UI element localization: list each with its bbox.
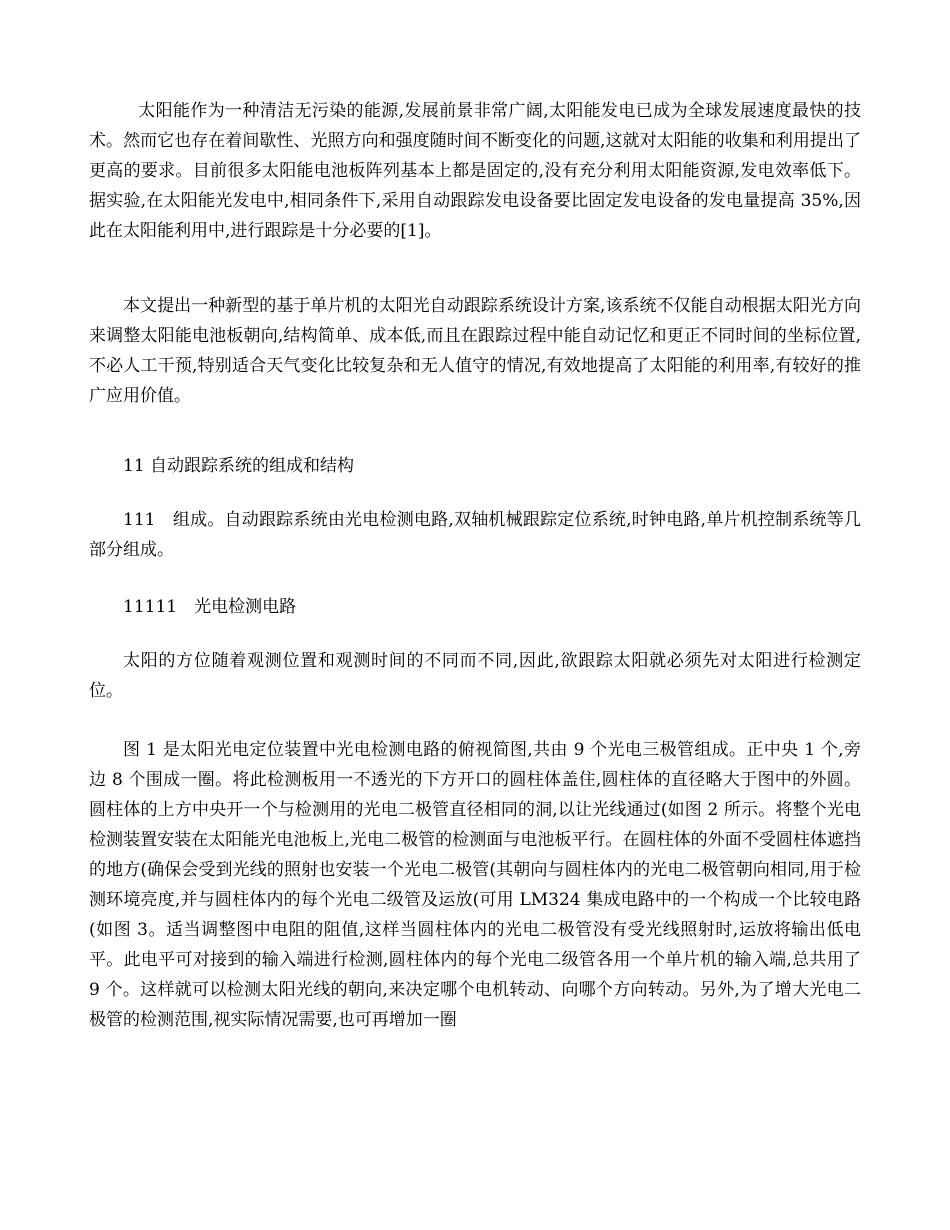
section-heading: 11 自动跟踪系统的组成和结构 [123, 456, 355, 476]
composition-paragraph: 111 组成。自动跟踪系统由光电检测电路,双轴机械跟踪定位系统,时钟电路,单片机控制系统等几部分组成。 [89, 510, 861, 560]
proposal-paragraph: 本文提出一种新型的基于单片机的太阳光自动跟踪系统设计方案,该系统不仅能自动根据太阳光方向来调整太阳能电池板朝向,结构简单、成本低,而且在跟踪过程中能自动记忆和更正不同时间的坐标位置,不必人工干预,特别适合天气变化比较复杂和无人值守的情况,有效地提高了太阳能的利用率,有较好的推广应用价值。 [89, 296, 861, 406]
intro-paragraph: 太阳能作为一种清洁无污染的能源,发展前景非常广阔,太阳能发电已成为全球发展速度最快的技术。然而它也存在着间歇性、光照方向和强度随时间不断变化的问题,这就对太阳能的收集和利用提出了更高的要求。目前很多太阳能电池板阵列基本上都是固定的,没有充分利用太阳能资源,发电效率低下。据实验,在太阳能光发电中,相同条件下,采用自动跟踪发电设备要比固定发电设备的发电量提高 35%,因此在太阳能利用中,进行跟踪是十分必要的[1]。 [89, 101, 861, 241]
detection-circuit-paragraph: 图 1 是太阳光电定位装置中光电检测电路的俯视简图,共由 9 个光电三极管组成。正中央 1 个,旁边 8 个围成一圈。将此检测板用一不透光的下方开口的圆柱体盖住,圆柱体的直径略大于图中的外圆。圆柱体的上方中央开一个与检测用的光电二极管直径相同的洞,以让光线通过(如图 2 所示。将整个光电检测装置安装在太阳能光电池板上,光电二极管的检测面与电池板平行。在圆柱体的外面不受圆柱体遮挡的地方(确保会受到光线的照射也安装一个光电二极管(其朝向与圆柱体内的光电二极管朝向相同,用于检测环境亮度,并与圆柱体内的每个光电二级管及运放(可用 LM324 集成电路中的一个构成一个比较电路(如图 3。适当调整图中电阻的阻值,这样当圆柱体内的光电二极管没有受光线照射时,运放将输出低电平。此电平可对接到的输入端进行检测,圆柱体内的每个光电二级管各用一个单片机的输入端,总共用了 9 个。这样就可以检测太阳光线的朝向,来决定哪个电机转动、向哪个方向转动。另外,为了增大光电二极管的检测范围,视实际情况需要,也可再增加一圈 [89, 740, 861, 1030]
sun-position-paragraph: 太阳的方位随着观测位置和观测时间的不同而不同,因此,欲跟踪太阳就必须先对太阳进行检测定位。 [89, 651, 861, 701]
subsection-heading: 11111 光电检测电路 [123, 597, 297, 617]
